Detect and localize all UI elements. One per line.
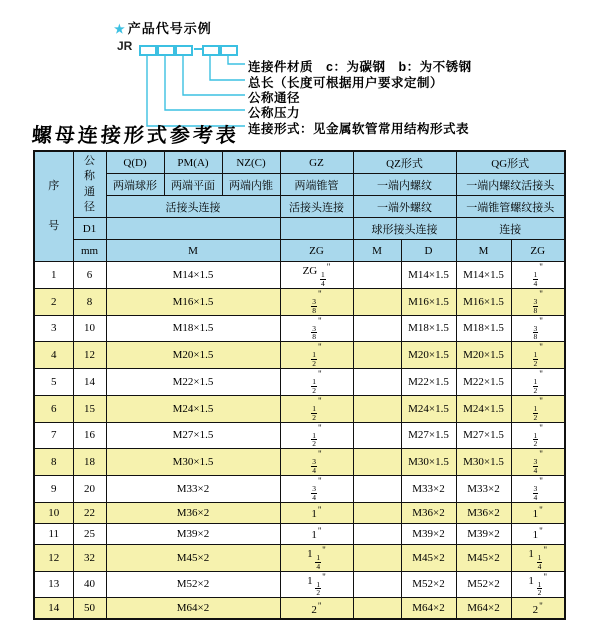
inch-mark: " (322, 571, 326, 582)
table-cell: 1 $\frac{1}{4}$ " (511, 544, 565, 571)
table-cell: M18×1.5 (106, 315, 280, 342)
table-cell: 4 (34, 342, 73, 369)
table-cell (280, 395, 353, 422)
table-cell (511, 342, 565, 369)
table-cell: 16 (73, 422, 106, 449)
fraction: $\frac{1}{2}$ (533, 430, 538, 449)
connector-line (165, 53, 245, 110)
header-cell: 球形接头连接 (353, 218, 456, 240)
fraction: $\frac{1}{2}$ (533, 403, 538, 422)
connector-line (183, 53, 245, 95)
table-cell: 18 (73, 449, 106, 476)
table-cell: M16×1.5 (106, 288, 280, 315)
table-cell (353, 502, 401, 523)
table-cell: 1 (34, 262, 73, 289)
table-cell: M20×1.5 (401, 342, 456, 369)
code-prefix: JR (117, 39, 133, 53)
table-cell: 50 (73, 598, 106, 620)
table-cell (511, 476, 565, 503)
table-cell: M36×2 (106, 502, 280, 523)
fraction: $\frac{1}{2}$ (533, 350, 538, 369)
table-cell: 10 (34, 502, 73, 523)
table-cell: M18×1.5 (401, 315, 456, 342)
table-cell: M27×1.5 (401, 422, 456, 449)
table-cell (353, 523, 401, 544)
table-cell (353, 315, 401, 342)
inch-mark: " (318, 369, 322, 379)
table-cell: 14 (34, 598, 73, 620)
table-cell: M14×1.5 (106, 262, 280, 289)
header-cell (280, 218, 353, 240)
table-row (34, 449, 565, 476)
inch-mark: " (318, 476, 322, 486)
diagram-title-text: 产品代号示例 (127, 21, 212, 36)
legend-nominal-diameter: 公称通径 (248, 91, 301, 105)
table-cell: M64×2 (401, 598, 456, 620)
header-cell: QZ形式 (353, 151, 456, 174)
table-cell: M52×2 (401, 571, 456, 598)
code-box-3 (175, 45, 193, 56)
table-cell: M27×1.5 (106, 422, 280, 449)
table-cell: 25 (73, 523, 106, 544)
table-cell (280, 476, 353, 503)
inch-mark: " (539, 315, 543, 326)
header-cell: D (401, 240, 456, 262)
header-cell: M (456, 240, 511, 262)
table-cell (280, 288, 353, 315)
table-row (34, 395, 565, 422)
table-cell: 13 (34, 571, 73, 598)
table-cell: M33×2 (456, 476, 511, 503)
table-cell: M22×1.5 (401, 369, 456, 396)
inch-mark: " (318, 449, 322, 460)
table-cell (353, 395, 401, 422)
table-cell: 8 (73, 288, 106, 315)
header-cell: 两端平面 (164, 174, 222, 196)
table-cell: M16×1.5 (456, 288, 511, 315)
header-cell: 一端锥管螺纹接头 (456, 196, 565, 218)
inch-mark: " (539, 600, 543, 611)
fraction: $\frac{1}{2}$ (533, 377, 538, 395)
legend-material: 连接件材质 c：为碳钢 b：为不锈钢 (248, 60, 472, 74)
table-cell: 14 (73, 369, 106, 396)
table-cell (280, 449, 353, 476)
inch-mark: " (322, 544, 326, 555)
table-cell (353, 571, 401, 598)
fraction: $\frac{3}{8}$ (533, 296, 538, 315)
legend-total-length: 总长（长度可根据用户要求定制） (248, 76, 444, 90)
table-cell: 20 (73, 476, 106, 503)
header-cell: NZ(C) (222, 151, 280, 174)
inch-mark: " (539, 288, 543, 299)
header-cell: 序 号 (34, 151, 73, 262)
header-cell: QG形式 (456, 151, 565, 174)
header-cell: 两端球形 (106, 174, 164, 196)
inch-mark: " (317, 526, 322, 537)
header-cell: 一端内螺纹活接头 (456, 174, 565, 196)
inch-mark: " (539, 476, 543, 486)
inch-mark: " (318, 288, 322, 299)
table-row (34, 571, 565, 598)
fraction: $\frac{1}{4}$ (533, 270, 538, 288)
header-cell (106, 218, 280, 240)
table-cell (353, 422, 401, 449)
table-cell: 15 (73, 395, 106, 422)
code-box-1 (139, 45, 157, 56)
table-cell: 1 $\frac{1}{2}$ " (280, 571, 353, 598)
table-cell: M24×1.5 (401, 395, 456, 422)
table-cell: M45×2 (401, 544, 456, 571)
fraction: $\frac{1}{4}$ (537, 552, 542, 571)
inch-mark: " (317, 600, 322, 611)
fraction: $\frac{3}{8}$ (312, 296, 317, 315)
table-cell: M30×1.5 (106, 449, 280, 476)
table-cell: M27×1.5 (456, 422, 511, 449)
table-cell (511, 288, 565, 315)
table-cell: M30×1.5 (456, 449, 511, 476)
table-cell: 12 (73, 342, 106, 369)
table-cell: 1 $\frac{1}{4}$ " (280, 544, 353, 571)
header-cell: ZG (280, 240, 353, 262)
inch-mark: " (318, 422, 322, 433)
table-cell: 2" (280, 598, 353, 620)
fraction: $\frac{3}{4}$ (533, 484, 538, 502)
table-cell: ZG $\frac{1}{4}$ " (280, 262, 353, 289)
fraction: $\frac{3}{4}$ (533, 457, 538, 476)
table-cell (353, 598, 401, 620)
code-dash (194, 48, 202, 50)
table-row (34, 342, 565, 369)
header-cell: Q(D) (106, 151, 164, 174)
table-cell: 2" (511, 598, 565, 620)
table-cell (280, 315, 353, 342)
header-cell: 一端内螺纹 (353, 174, 456, 196)
table-cell: M16×1.5 (401, 288, 456, 315)
header-cell: ZG (511, 240, 565, 262)
table-header (34, 151, 565, 262)
inch-mark: " (539, 422, 543, 433)
table-cell (353, 449, 401, 476)
fraction: $\frac{1}{4}$ (320, 270, 325, 288)
fraction: $\frac{1}{4}$ (316, 552, 321, 571)
table-cell: 6 (34, 395, 73, 422)
legend-connection-form: 连接形式：见金属软管常用结构形式表 (248, 122, 470, 136)
header-cell: 活接头连接 (280, 196, 353, 218)
table-cell: M52×2 (106, 571, 280, 598)
table-cell (353, 476, 401, 503)
header-cell: 两端内锥 (222, 174, 280, 196)
table-cell: M24×1.5 (106, 395, 280, 422)
header-cell: GZ (280, 151, 353, 174)
table-row (34, 476, 565, 503)
code-box-4 (202, 45, 220, 56)
table-cell: M45×2 (456, 544, 511, 571)
header-cell: 两端锥管 (280, 174, 353, 196)
table-cell: M22×1.5 (106, 369, 280, 396)
table-cell: M14×1.5 (456, 262, 511, 289)
table-cell (353, 369, 401, 396)
fraction: $\frac{3}{4}$ (312, 484, 317, 502)
fraction: $\frac{1}{2}$ (537, 579, 542, 598)
inch-mark: " (317, 505, 322, 516)
table-cell: M39×2 (456, 523, 511, 544)
table-row (34, 598, 565, 620)
inch-mark: " (539, 342, 543, 353)
table-row (34, 369, 565, 396)
table-cell (511, 449, 565, 476)
table-cell (353, 342, 401, 369)
header-cell: D1 (73, 218, 106, 240)
table-cell (353, 288, 401, 315)
table-cell: M20×1.5 (456, 342, 511, 369)
table-cell: 7 (34, 422, 73, 449)
fraction: $\frac{1}{2}$ (312, 430, 317, 449)
fraction: $\frac{3}{4}$ (312, 457, 317, 476)
diagram-title (114, 18, 212, 37)
table-title: 螺母连接形式参考表 (31, 123, 240, 147)
table-cell: M52×2 (456, 571, 511, 598)
header-cell: 连接 (456, 218, 565, 240)
inch-mark: " (543, 571, 548, 582)
fraction: $\frac{1}{2}$ (312, 377, 317, 395)
inch-mark: " (539, 262, 543, 272)
table-cell: M33×2 (401, 476, 456, 503)
header-cell: 公 称 通 径 (73, 151, 106, 218)
header-cell: M (106, 240, 280, 262)
table-cell: M33×2 (106, 476, 280, 503)
header-cell: 一端外螺纹 (353, 196, 456, 218)
table-cell: 6 (73, 262, 106, 289)
table-cell (511, 262, 565, 289)
header-cell: mm (73, 240, 106, 262)
table-cell: M39×2 (106, 523, 280, 544)
fraction: $\frac{1}{2}$ (312, 403, 317, 422)
table-cell: 1" (511, 523, 565, 544)
table-cell (511, 395, 565, 422)
table-cell: 5 (34, 369, 73, 396)
table-cell: 22 (73, 502, 106, 523)
inch-mark: " (318, 395, 322, 406)
inch-mark: " (539, 369, 543, 379)
table-cell: M30×1.5 (401, 449, 456, 476)
inch-mark: " (543, 544, 548, 555)
table-cell: M36×2 (456, 502, 511, 523)
table-row (34, 315, 565, 342)
inch-mark: " (539, 526, 543, 537)
inch-mark: " (318, 315, 322, 326)
code-box-2 (157, 45, 175, 56)
table-cell: M18×1.5 (456, 315, 511, 342)
table-cell: 1 $\frac{1}{2}$ " (511, 571, 565, 598)
table-cell: M36×2 (401, 502, 456, 523)
table-cell (280, 422, 353, 449)
table-cell: M24×1.5 (456, 395, 511, 422)
header-cell: 活接头连接 (106, 196, 280, 218)
table-cell: M14×1.5 (401, 262, 456, 289)
inch-mark: " (326, 262, 331, 272)
fraction: $\frac{1}{2}$ (312, 350, 317, 369)
fraction: $\frac{1}{2}$ (316, 579, 321, 598)
table-cell: 1" (511, 502, 565, 523)
table-cell (511, 369, 565, 396)
table-body (34, 262, 565, 620)
legend-nominal-pressure: 公称压力 (248, 106, 301, 120)
table-row (34, 422, 565, 449)
table-cell: 2 (34, 288, 73, 315)
inch-mark: " (539, 449, 543, 460)
table-cell: M20×1.5 (106, 342, 280, 369)
table-row (34, 523, 565, 544)
table-cell: 1" (280, 523, 353, 544)
header-cell: PM(A) (164, 151, 222, 174)
header-cell: M (353, 240, 401, 262)
inch-mark: " (318, 342, 322, 353)
code-box-5 (220, 45, 238, 56)
reference-table (33, 150, 566, 620)
fraction: $\frac{3}{8}$ (533, 323, 538, 342)
table-cell: M22×1.5 (456, 369, 511, 396)
table-cell: 12 (34, 544, 73, 571)
table-cell (353, 262, 401, 289)
table-cell: 32 (73, 544, 106, 571)
table-cell (280, 342, 353, 369)
table-cell: M64×2 (106, 598, 280, 620)
inch-mark: " (539, 395, 543, 406)
table-row (34, 502, 565, 523)
table-cell: M64×2 (456, 598, 511, 620)
table-cell: 40 (73, 571, 106, 598)
fraction: $\frac{3}{8}$ (312, 323, 317, 342)
table-cell: 10 (73, 315, 106, 342)
table-cell (280, 369, 353, 396)
table-cell (511, 315, 565, 342)
table-cell: 8 (34, 449, 73, 476)
table-cell: M45×2 (106, 544, 280, 571)
table-cell: 11 (34, 523, 73, 544)
table-cell: M39×2 (401, 523, 456, 544)
table-cell: 1" (280, 502, 353, 523)
inch-mark: " (539, 505, 543, 516)
star-icon: ★ (114, 22, 126, 36)
table-row (34, 288, 565, 315)
table-cell: 3 (34, 315, 73, 342)
table-cell (511, 422, 565, 449)
table-cell: 9 (34, 476, 73, 503)
table-row (34, 262, 565, 289)
